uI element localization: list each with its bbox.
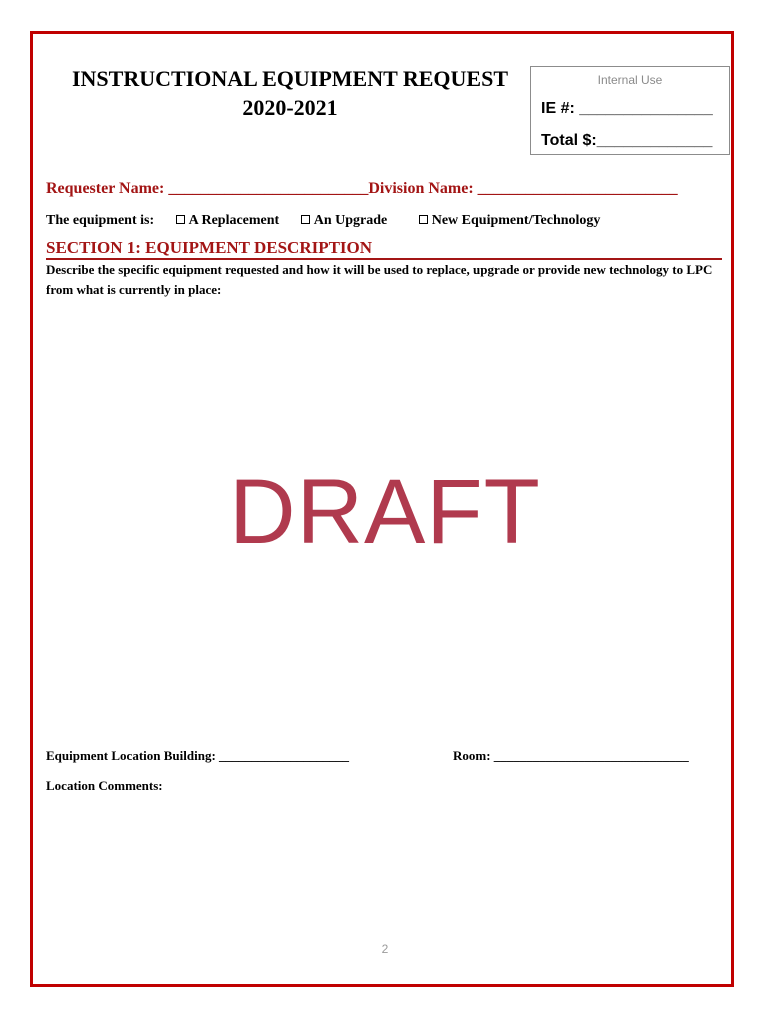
option-replacement[interactable]	[176, 213, 280, 229]
requester-division-line[interactable]: Requester Name: _________________________Division Name: _________________________	[46, 180, 678, 197]
option-upgrade[interactable]	[301, 213, 388, 229]
replacement-checkbox[interactable]	[176, 215, 185, 224]
form-title-year: 2020-2021	[242, 95, 338, 120]
new-equipment-checkbox[interactable]	[419, 215, 428, 224]
upgrade-checkbox[interactable]	[301, 215, 310, 224]
location-comments-label: Location Comments:	[46, 778, 163, 793]
ie-number-field[interactable]: IE #: _______________	[541, 100, 713, 117]
option-new-equipment[interactable]	[419, 213, 601, 229]
option-upgrade-label: An Upgrade	[313, 213, 388, 228]
equipment-is-label: The equipment is:	[46, 213, 155, 228]
room-field[interactable]: Room: ______________________________	[453, 748, 689, 763]
form-title	[40, 64, 540, 122]
equipment-type-row	[46, 213, 600, 229]
option-replacement-label: A Replacement	[188, 213, 280, 228]
internal-use-label: Internal Use	[597, 73, 663, 87]
location-building-field[interactable]: Equipment Location Building: ____________________	[46, 748, 350, 763]
draft-watermark: DRAFT	[229, 461, 541, 563]
page-number: 2	[381, 942, 389, 956]
form-title-line1: INSTRUCTIONAL EQUIPMENT REQUEST	[71, 66, 509, 91]
section1-description: Describe the specific equipment requested and how it will be used to replace, upgrade or provide new technology to LPC from what is currently in place:	[46, 262, 713, 297]
internal-use-box	[530, 66, 730, 155]
section1-heading: SECTION 1: EQUIPMENT DESCRIPTION	[46, 237, 722, 260]
total-amount-field[interactable]: Total $:_____________	[541, 132, 713, 149]
option-new-equipment-label: New Equipment/Technology	[431, 213, 601, 228]
